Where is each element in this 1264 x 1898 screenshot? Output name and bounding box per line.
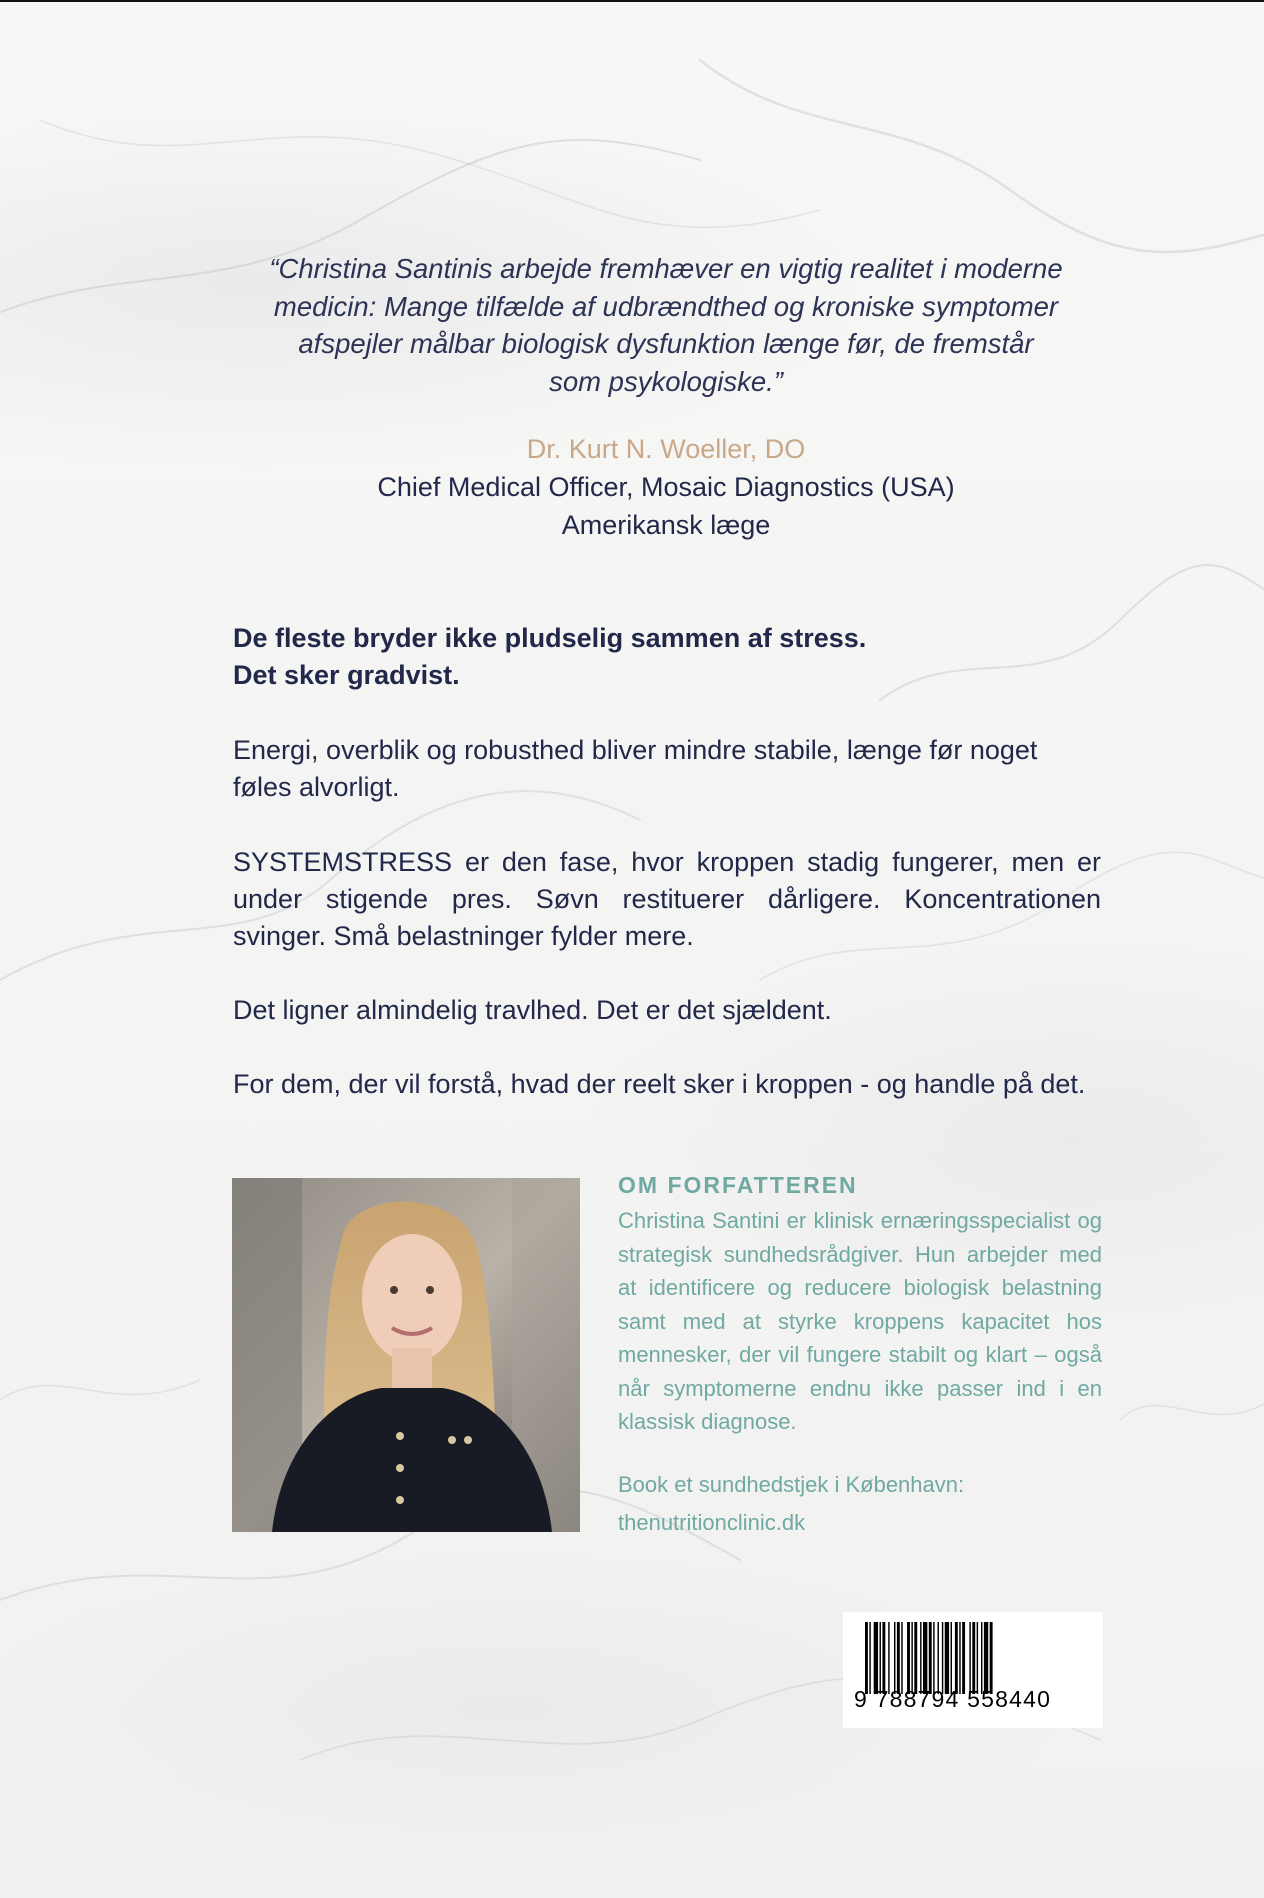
website-link[interactable]: thenutritionclinic.dk: [618, 1510, 806, 1535]
barcode-bar: [990, 1622, 993, 1694]
quote-author-role: Amerikansk læge: [561, 510, 771, 540]
barcode-bar: [962, 1622, 965, 1694]
barcode-bar: [920, 1622, 921, 1694]
quote-author-name: Dr. Kurt N. Woeller, DO: [526, 434, 806, 464]
quote-line: afspejler målbar biologisk dysfunktion længe før, de fremstår: [298, 328, 1034, 359]
barcode-bar: [981, 1622, 982, 1694]
isbn-number: 9 788794 558440: [854, 1686, 1052, 1712]
testimonial-quote: [228, 250, 1104, 400]
lead-line: De fleste bryder ikke pludselig sammen af stress.: [233, 623, 867, 653]
quote-line: som psykologiske.”: [549, 365, 783, 397]
barcode-bar: [914, 1622, 917, 1694]
barcode-bar: [894, 1622, 895, 1694]
barcode-bar: [977, 1622, 978, 1694]
barcode-bar: [951, 1622, 952, 1694]
barcode-bar: [959, 1622, 960, 1694]
barcode-bar: [882, 1622, 885, 1694]
lead-statement: [233, 620, 1101, 694]
barcode-bar: [897, 1622, 900, 1694]
barcode-bar: [945, 1622, 949, 1694]
quote-line: “Christina Santinis arbejde fremhæver en vigtig realitet i moderne: [269, 253, 1063, 284]
barcode-bar: [942, 1622, 943, 1694]
body-paragraph: Det ligner almindelig travlhed. Det er det sjældent.: [233, 995, 832, 1025]
barcode-bar: [901, 1622, 902, 1694]
author-section-heading: OM FORFATTEREN: [618, 1172, 858, 1198]
barcode-bar: [888, 1622, 889, 1694]
barcode-bar: [969, 1622, 970, 1694]
barcode-bar: [923, 1622, 927, 1694]
barcode-bar: [929, 1622, 932, 1694]
body-paragraph: SYSTEMSTRESS er den fase, hvor kroppen stadig fungerer, men er under stigende pres. Søvn restituerer dårligere. Koncentrationen svinger. Små belastninger fylder mere.: [233, 847, 1101, 951]
barcode-bar: [880, 1622, 881, 1694]
quote-author-title: Chief Medical Officer, Mosaic Diagnostics (USA): [377, 472, 955, 502]
quote-line: medicin: Mange tilfælde af udbrændthed og kroniske symptomer: [273, 290, 1059, 322]
booking-text: Book et sundhedstjek i København:: [618, 1472, 965, 1497]
barcode-bar: [933, 1622, 934, 1694]
barcode-bar: [911, 1622, 912, 1694]
barcode-bar: [865, 1622, 868, 1694]
barcode-bar: [955, 1622, 958, 1694]
author-bio: Christina Santini er klinisk ernæringsspecialist og strategisk sundhedsrådgiver. Hun arbejder med at identificere og reducere biologisk belastning samt med at styrke kroppens kapacitet hos mennesker, der vil fungere stabilt og klart – også når symptomerne endnu ikke passer ind i en klassisk diagnose.: [618, 1208, 1102, 1434]
lead-line: Det sker gradvist.: [233, 660, 460, 690]
barcode-bar: [907, 1622, 910, 1694]
author-photo: [232, 1178, 580, 1532]
barcode-bar: [874, 1622, 878, 1694]
body-paragraph: For dem, der vil forstå, hvad der reelt sker i kroppen - og handle på det.: [233, 1069, 1086, 1099]
barcode-bar: [972, 1622, 975, 1694]
body-paragraph: Energi, overblik og robusthed bliver mindre stabile, længe før noget føles alvorligt.: [233, 735, 1038, 802]
barcode-bar: [938, 1622, 939, 1694]
barcode-bar: [984, 1622, 988, 1694]
barcode-bar: [869, 1622, 870, 1694]
